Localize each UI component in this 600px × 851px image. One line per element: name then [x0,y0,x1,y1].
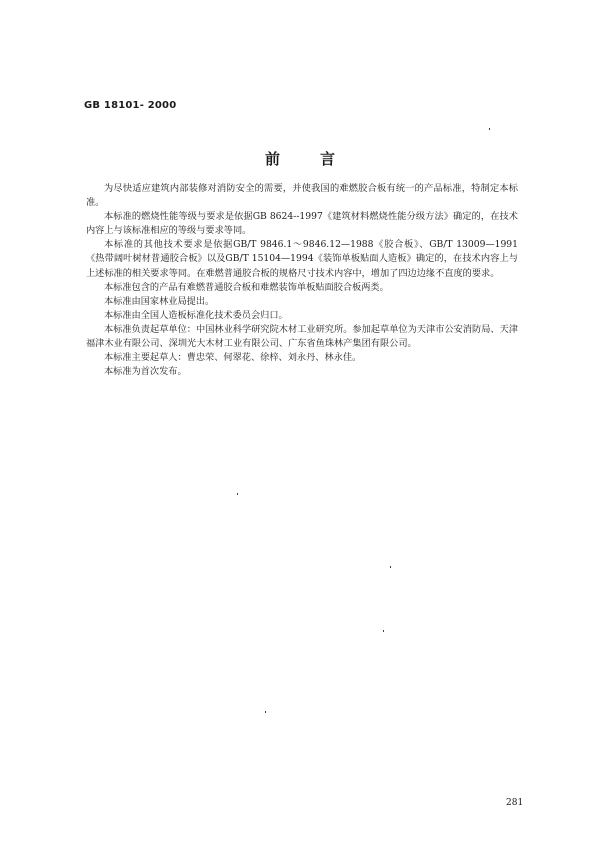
paragraph-administered-by: 本标准由全国人造板标准化技术委员会归口。 [104,309,288,321]
paragraph-drafters: 本标准主要起草人：曹忠荣、何翠花、徐梓、刘永丹、林永佳。 [104,352,362,364]
scan-speck [237,493,238,495]
paragraph-fire-rating: 本标准的燃烧性能等级与要求是依据GB 8624--1997《建筑材料燃烧性能分级方法》确定的，在技术内容上与该标准相应的等级与要求等同。 [86,211,518,237]
page-number: 281 [506,798,524,808]
scan-speck [390,566,391,568]
title-char-2: 言 [320,150,336,168]
paragraph-other-requirements: 本标准的其他技术要求是依据GB/T 9846.1～9846.12—1988《胶合板》、GB/T 13009—1991《热带阔叶树材普通胶合板》以及GB/T 15104—1994《装饰单板贴面人造板》确定的，在技术内容上与上述标准的相关要求等同。在难燃普通胶合板的规格尺寸技术内容中，增加了四边边缘不直度的要求。 [86,239,518,279]
title-char-1: 前 [264,150,280,168]
paragraph-purpose: 为尽快适应建筑内部装修对消防安全的需要，并使我国的难燃胶合板有统一的产品标准，特制定本标准。 [86,183,518,209]
paragraph-proposed-by: 本标准由国家林业局提出。 [104,295,215,307]
page-title [0,148,600,169]
scan-speck [265,711,266,713]
scan-speck [383,630,384,632]
scan-speck [489,128,490,130]
standard-code: GB 18101- 2000 [84,100,177,111]
foreword-body [86,182,518,379]
paragraph-drafting-units: 本标准负责起草单位：中国林业科学研究院木材工业研究所。参加起草单位为天津市公安消防局、天津福津木业有限公司、深圳光大木材工业有限公司、广东省鱼珠林产集团有限公司。 [86,323,518,350]
paragraph-product-types: 本标准包含的产品有难燃普通胶合板和难燃装饰单板贴面胶合板两类。 [104,281,389,293]
paragraph-first-issue: 本标准为首次发布。 [104,366,187,378]
